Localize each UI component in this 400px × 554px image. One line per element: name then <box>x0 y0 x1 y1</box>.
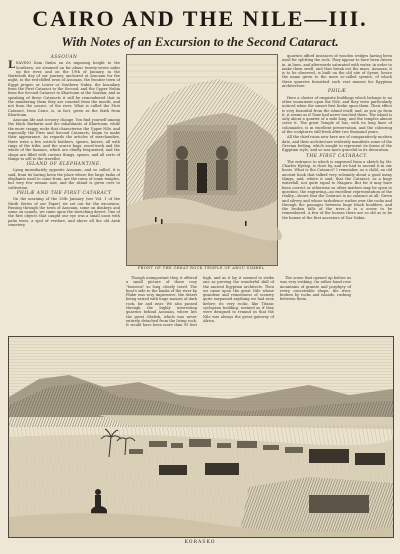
paragraph: The scene that opened up before us was very striking. On either hand rose mountains of granite and porphyry of every conceivable shape, the river, broken by rocks and islands, rushing between them. <box>280 276 351 302</box>
section-heading-philae: PHILÆ <box>327 89 347 95</box>
section-heading-assouan: ASSOUAN <box>50 55 78 60</box>
section-heading-philae-cataract: PHILÆ AND THE FIRST CATARACT <box>16 190 112 196</box>
section-heading-elephantine: ISLAND OF ELEPHANTINE. <box>26 162 102 168</box>
article-column-middle <box>126 276 351 330</box>
section-heading-first-cataract: THE FIRST CATARACT. <box>306 153 368 159</box>
engraving-caption-korasko: KORASKO <box>184 540 216 545</box>
paragraph: Here a cluster of exquisite buildings which belongs to no other monument upon the Nile, and they were particularly noticed when the sunset first broke upon them. Their effect is very beautiful from the island itself, and, as you go from it, it seems as if Time had never touched them. The island is only about a quarter of a mile long, and the temples almost cover it. The great Temple of Isis, with its long lines of colonnades, is in excellent preservation, and the colouring of the sculptures still fresh after two thousand years. <box>282 95 392 135</box>
paragraph: The entrance to which is engraved from a sketch by Mr. Charles Hyslop, is close by, and we had to ascend it in our boats. What is the Cataract? I remember, as a child, an old ancient book that talked very solemnly about a good many things, and, where it said, that the Cataract, as a huge waterfall, not quite equal to Niagara. But for it may have been correct or otherwise as other matters may be open to question, the engraving—an excellent representation of the reality—shows that the Cataract is no cataract at all. Green and silvery and whose turbulence rushes over the rocks and through the passages between huge black boulders, and the broken falls of the river—it is a scene to be remembered. A few of the houses there are so old as to be the homes of the first ancestors of Dar Nubia. <box>282 159 392 220</box>
paragraph: All the chief ruins now here are of comparatively modern date, and their architecture evidently manifests some of the Grecian feeling, which sought to represent its forms of the Egyptian style, and so was more graceful in its decoration. <box>282 135 392 153</box>
paragraph: On the morning of the 20th January (see Vol. 1 of the Ninth Series of our Paper) we set out for the excursion. Passing through the town of Assouan, some on donkeys and some on camels, we came upon the stretching desert. One of the first objects that caught our eye was a small oasis with palm trees, a spot of verdure, and above all the old Arab cemetery. <box>8 197 120 227</box>
article-column-right <box>282 54 392 328</box>
engraving-caption-temple: FRONT OF THE GREAT ROCK TEMPLE OF ABOU SIMBEL <box>137 266 265 270</box>
engraving-rock-temple <box>126 54 278 266</box>
paragraph: EAVING Kom Ombo on its imposing height to the Southern, we steamed on for about twenty-seven miles up the river, and on the 19th of January, in the thirteenth day of our journey, anchored at Assouan for the night, to the red-cliffed town of Assouan, the frontier town of Egypt proper, or Lower or Southern Nubia, the boundary from the First Cataract to the Second, and the Upper Nubia from the Second Cataract to Khartoum at the Soudan; and in speaking of these Cataracts it will be remembered that in the numbering them they are counted from the mouth, and not from the source, of the river. What is called the First Cataract, from Cairo, is, in fact, given as the Sixth from Khartoum. <box>8 61 120 117</box>
rock-temple-illustration <box>127 55 277 265</box>
paragraph: Lying immediately opposite Assouan, and so called, it is said, from its having been the place where the large tusks of elephants used to come from, are the ruins of some temples, but very few remain now, and the island is given over to cultivation. <box>8 168 120 190</box>
paragraph: Though unimportant they, it offered a small picture of those rosy "heavens" so long closely travd. The boat's side to the banks of the river by Philæ was very impressive, the desert being varied with huge masses of dark rock, far and near. We also passed through the highly interesting quarries behind Assouan, where lies the great Obelisk, which was never entirely detached from the living rock. It would have been more than 95 feet high, and as it lay it seemed to strike one as proving the wonderful skill of the ancient Egyptian architects. Then we came upon the great Nile whose grandeur and remoteness of scenery quite surpassed anything we had seen before; its very rocks, like Titanic cyclopean building, seemed as if they were designed to remind us that the Nile was always the great gateway of Africa. <box>126 276 274 328</box>
korasko-landscape-illustration <box>9 337 393 537</box>
paragraph: Assouan life and scenery change. You find yourself among the black Barbarin and the inhabitants of Khartoum, while the more craggy rocks that characterise the Upper Nile, and especially the First and Second Cataracts, begin to make their appearance. As regards the articles of merchandise, there were a few ostrich feathers, spears, knives, all with rings of the tribe, and the scarce bags, wood-work and the whole of the bazaars, which are chiefly frequented; and the shops are filled with curious things, spears, and all sorts of things to sell to the traveller. <box>8 118 120 161</box>
paragraph: quarries afford instances of wooden wedges having been used for splitting the rock. They appear to have been driven in, in lines, and afterwards saturated with water, in order to make them swell; and thus break out the mass. Assouan, it is to be observed, is built on the old site of Syene; hence the name given to the more so-called syenite, of which these quarries furnished such vast masses for Egyptian architecture. <box>282 54 392 89</box>
page-subtitle: With Notes of an Excursion to the Second Cataract. <box>61 34 339 49</box>
drop-cap: L <box>8 60 16 72</box>
page-title: CAIRO AND THE NILE—III. <box>32 6 368 31</box>
engraving-korasko <box>8 336 394 538</box>
article-column-left <box>8 54 120 328</box>
